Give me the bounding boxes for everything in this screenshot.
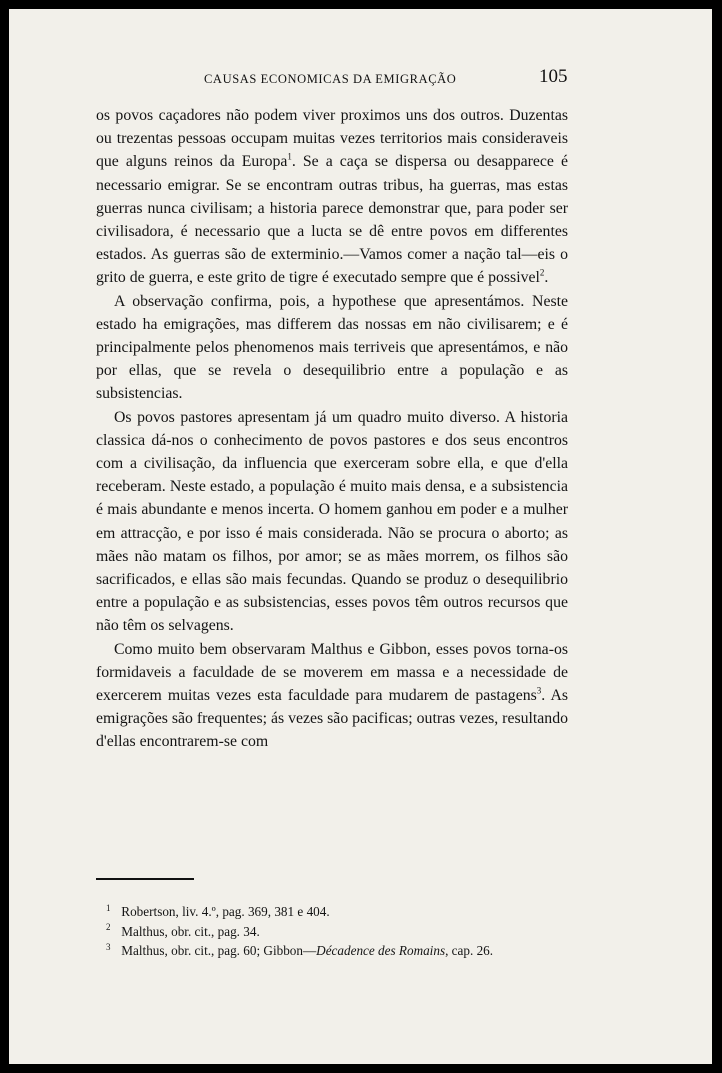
page-number: 105 [539, 66, 568, 87]
page-header [9, 66, 712, 92]
paragraph-1-text-c: . [544, 269, 549, 287]
footnote-book-title: Décadence des Romains [316, 943, 446, 958]
running-title: CAUSAS ECONOMICAS DA EMIGRAÇÃO [204, 72, 457, 86]
paragraph-4-text-b: . As emigrações são frequentes; ás vezes são pacificas; outras vezes, resultando d'ellas encontrarem-se com [96, 687, 569, 751]
paragraph-4 [96, 638, 568, 754]
footnote-2: $^2$ Malthus, obr. cit., pag. 34. [106, 922, 260, 939]
paragraph-1 [96, 104, 568, 290]
book-page [9, 9, 712, 1064]
paragraph-3: Os povos pastores apresentam já um quadro muito diverso. A historia classica dá-nos o conhecimento de povos pastores e dos seus encontros com a civilisação, da influencia que exerceram sobre ella, e que d'ella receberam. Neste estado, a população é muito mais densa, e a subsistencia é mais abundante e menos incerta. O homem ganhou em poder e a mulher em attracção, e por isso é mais considerada. Não se procura o aborto; as mães não matam os filhos, por amor; se as mães morrem, os filhos são sacrificados, e ellas são mais fecundas. Quando se produz o desequilibrio entre a população e as subsistencias, esses povos têm outros recursos que não têm os selvagens. [96, 408, 568, 635]
footnote-text: Malthus, obr. cit., pag. 60; Gibbon— [121, 943, 317, 958]
main-text [96, 104, 568, 754]
footnote-ref-1: 1 [287, 152, 292, 163]
paragraph-1-text-b: . Se a caça se dispersa ou desapparece é necessario emigrar. Se se encontram outras tribus, ha guerras, mas estas guerras nunca civilisam; a historia parece demonstrar que, para poder ser civilisadora, é necessario que a lucta se dê entre povos em differentes estados. As guerras são de exterminio.—Vamos comer a nação tal—eis o grito de guerra, e este grito de tigre é executado sempre que é possivel [96, 153, 568, 287]
footnote-text-end: , cap. 26. [445, 943, 494, 958]
footnotes [106, 902, 576, 961]
paragraph-4-text-a: Como muito bem observaram Malthus e Gibbon, esses povos torna-os formidaveis a faculdade de se moverem em massa e a necessidade de exercerem muitas vezes esta faculdade para mudarem de pastagens [96, 640, 568, 705]
footnote-ref-2: 2 [539, 268, 545, 279]
footnote-divider [96, 878, 194, 880]
footnote-3: $^3$ Malthus, obr. cit., pag. 60; Gibbon—Décadence des Romains, cap. 26. [106, 941, 494, 958]
footnote-text: Robertson, liv. 4.º, pag. 369, 381 e 404. [121, 904, 330, 919]
paragraph-2: A observação confirma, pois, a hypothese que apresentámos. Neste estado ha emigrações, mas differem das nossas em não civilisarem; e é principalmente pelos phenomenos mais terriveis que apresentámos, e não por ellas, que se revela o desequilibrio entre a população e as subsistencias. [96, 292, 568, 403]
paragraph-1-text-a: os povos caçadores não podem viver proximos uns dos outros. Duzentas ou trezentas pessoas occupam muitas vezes territorios mais consideraveis que alguns reinos da Europa [96, 107, 568, 171]
footnote-1: $^1$ Robertson, liv. 4.º, pag. 369, 381 e 404. [106, 902, 330, 919]
footnote-ref-3: 3 [536, 685, 542, 696]
footnote-text: Malthus, obr. cit., pag. 34. [121, 923, 260, 939]
